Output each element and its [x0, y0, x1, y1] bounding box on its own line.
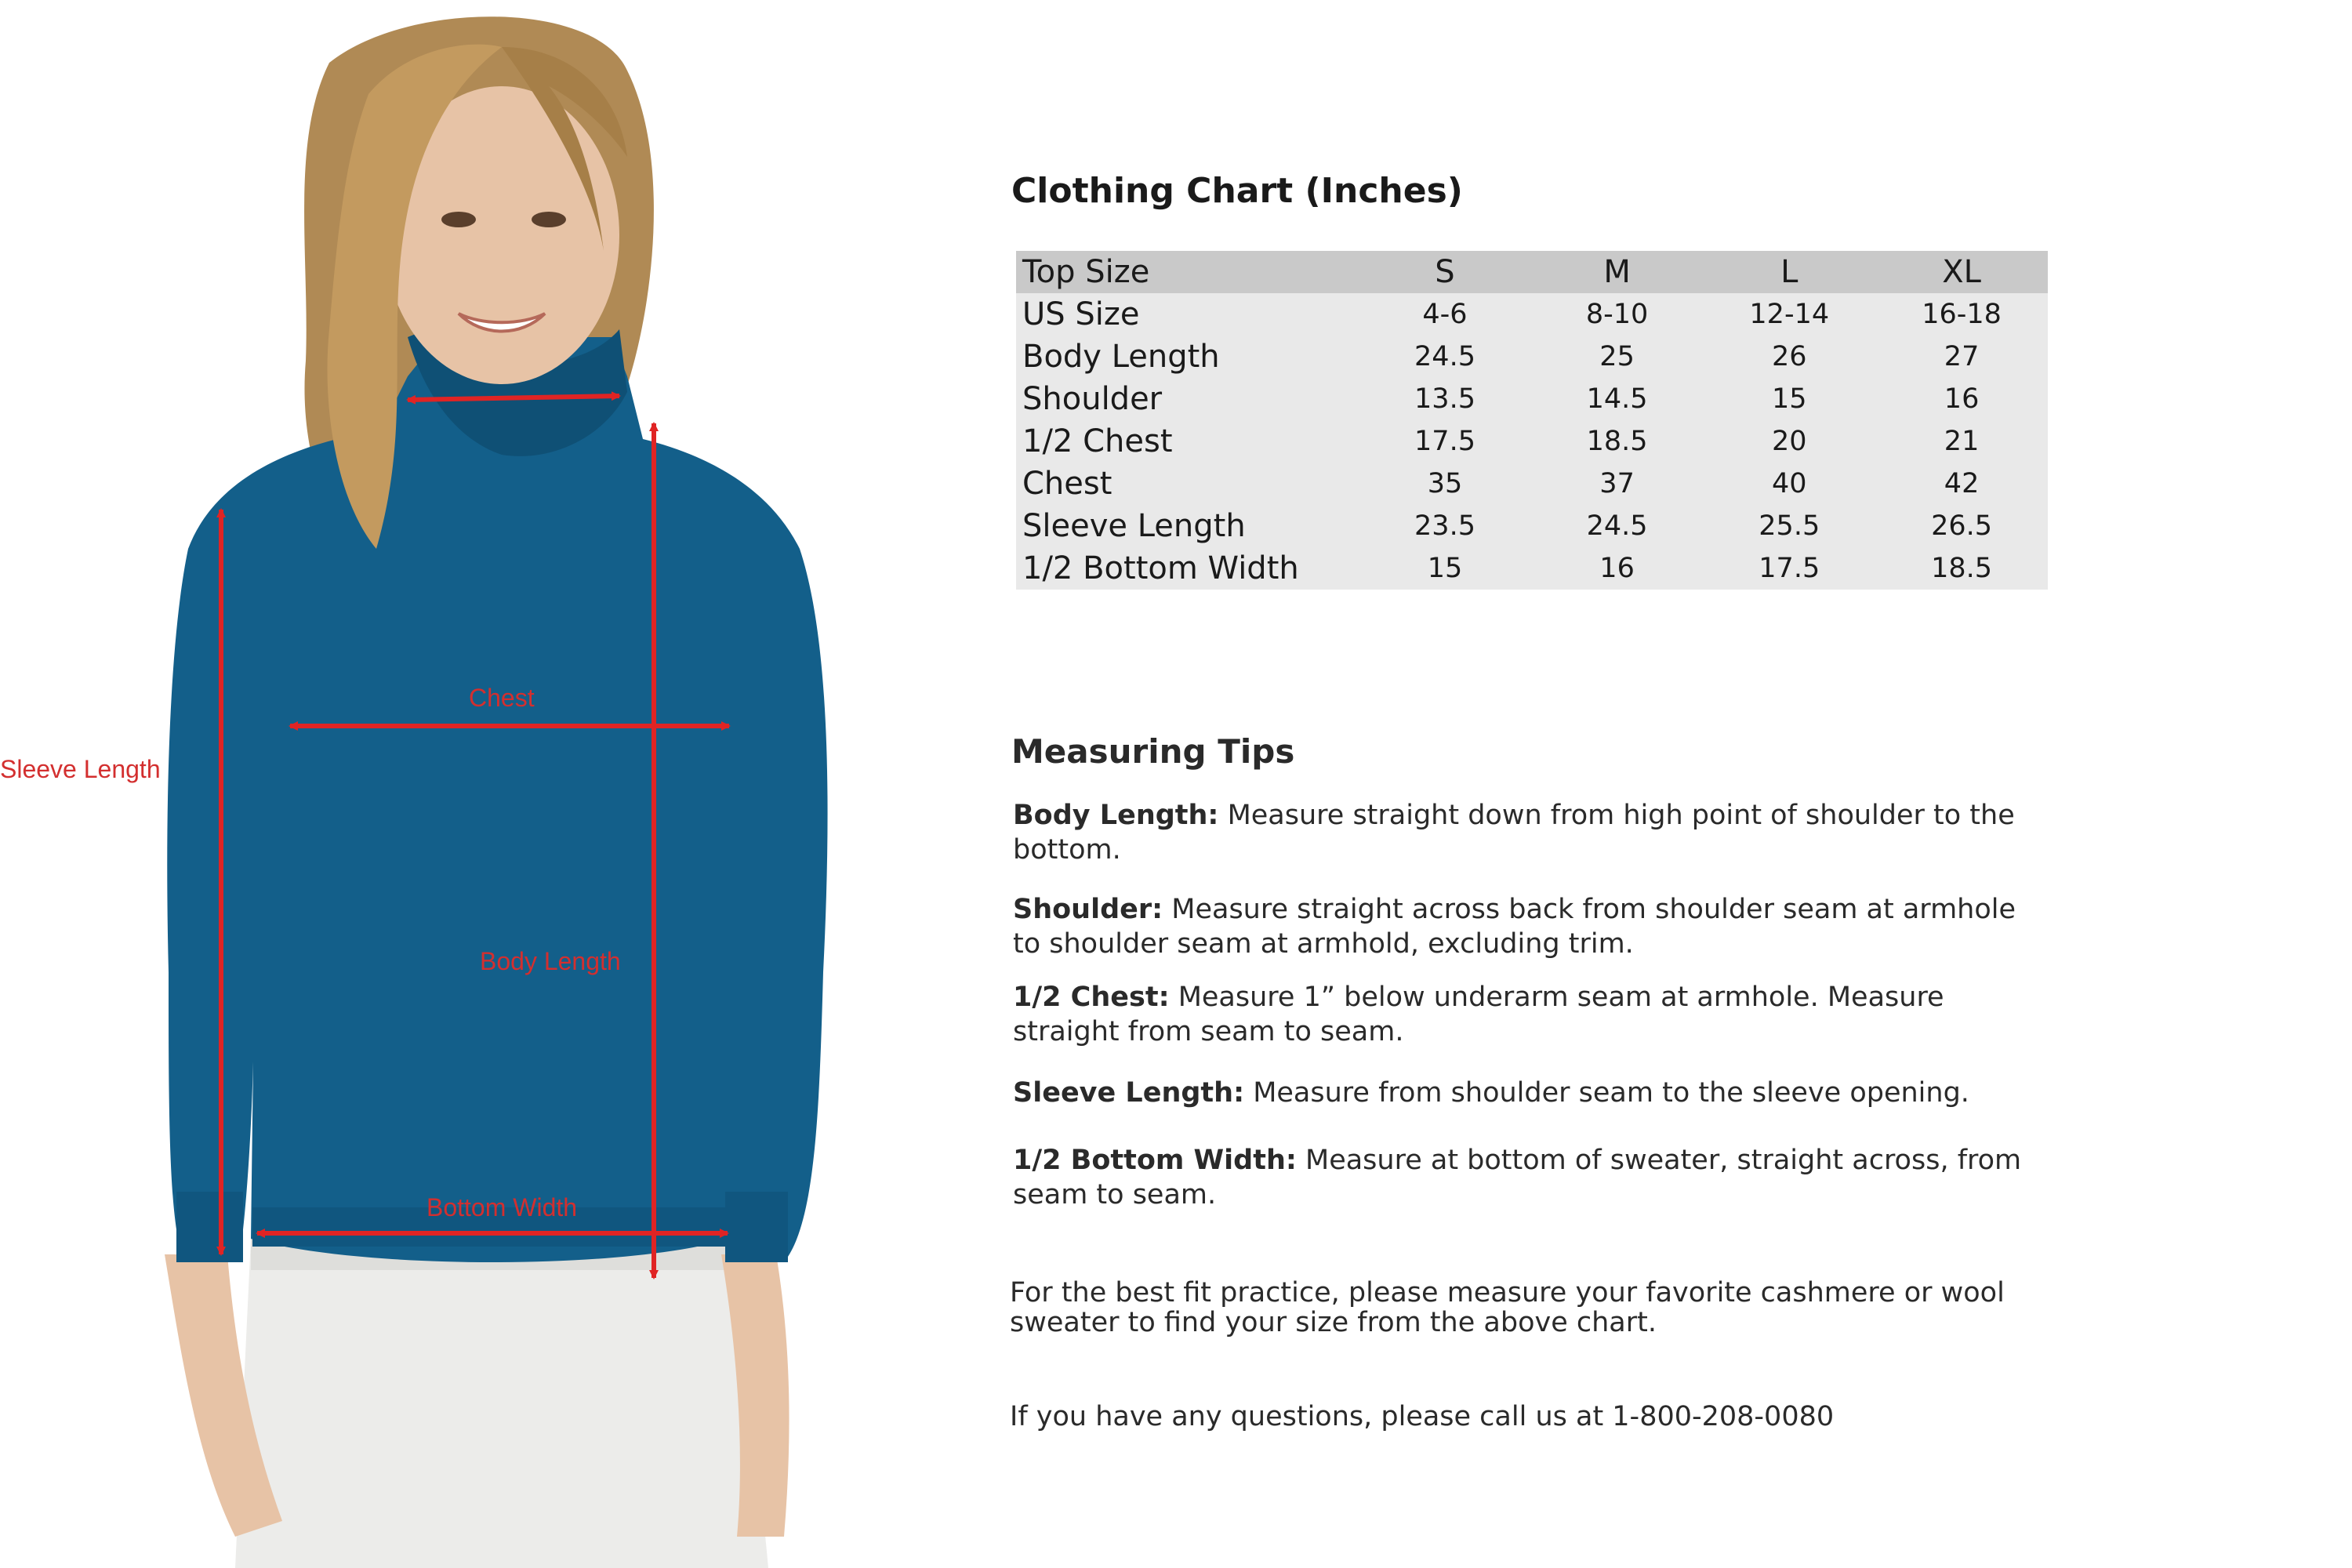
row-label: Shoulder: [1022, 381, 1163, 417]
cell-value: 18.5: [1586, 426, 1648, 457]
tip-term: 1/2 Chest:: [1013, 982, 1170, 1013]
tip-term: Body Length:: [1013, 800, 1219, 831]
cell-value: 13.5: [1414, 383, 1475, 415]
cell-value: 26: [1771, 341, 1807, 372]
chest-label: Chest: [469, 684, 535, 712]
bottom-width-label: Bottom Width: [426, 1193, 578, 1221]
cell-value: 20: [1771, 426, 1807, 457]
cell-value: 16: [1599, 553, 1635, 584]
header-top-size: Top Size: [1022, 254, 1150, 290]
left-cuff: [176, 1192, 243, 1262]
model-illustration: [0, 0, 878, 1568]
measuring-tips-title: Measuring Tips: [1011, 732, 1295, 771]
tip-term: Shoulder:: [1013, 894, 1163, 925]
tip-shoulder: [1013, 892, 2032, 961]
contact-note: If you have any questions, please call us at 1-800-208-0080: [1010, 1401, 1835, 1432]
cell-value: 23.5: [1414, 510, 1475, 542]
cell-value: 4-6: [1422, 299, 1468, 330]
tip-term: Sleeve Length:: [1013, 1077, 1245, 1109]
tip-text: Measure from shoulder seam to the sleeve opening.: [1244, 1077, 1969, 1109]
cell-value: 24.5: [1414, 341, 1475, 372]
cell-value: 26.5: [1931, 510, 1993, 542]
cell-value: 21: [1944, 426, 1980, 457]
cell-value: 27: [1944, 341, 1980, 372]
table-row: [1016, 293, 2048, 336]
cell-value: 12-14: [1749, 299, 1830, 330]
header-size-xl: XL: [1942, 254, 1981, 290]
chart-title: Clothing Chart (Inches): [1011, 171, 1463, 211]
cell-value: 16-18: [1922, 299, 2002, 330]
cell-value: 15: [1771, 383, 1807, 415]
cell-value: 18.5: [1931, 553, 1993, 584]
size-header-row: [1016, 251, 2048, 293]
row-label: Chest: [1022, 466, 1112, 502]
row-label: 1/2 Chest: [1022, 423, 1173, 459]
tip-half-chest: [1013, 980, 2032, 1049]
sleeve-length-label: Sleeve Length: [0, 755, 161, 783]
tip-sleeve-length: [1013, 1076, 2032, 1110]
header-size-m: M: [1603, 254, 1631, 290]
sweater: [167, 337, 827, 1262]
tip-text: Measure straight across back from shoulder seam at armhole to shoulder seam at armhold, excluding trim.: [1013, 894, 2016, 960]
cell-value: 17.5: [1414, 426, 1475, 457]
cell-value: 16: [1944, 383, 1980, 415]
table-row: [1016, 547, 2048, 590]
row-label: 1/2 Bottom Width: [1022, 550, 1299, 586]
cell-value: 40: [1771, 468, 1807, 499]
pants: [235, 1239, 768, 1568]
cell-value: 35: [1427, 468, 1463, 499]
tip-text: Measure 1” below underarm seam at armhole. Measure straight from seam to seam.: [1013, 982, 1944, 1047]
table-row: [1016, 378, 2048, 420]
row-label: US Size: [1022, 296, 1140, 332]
body-length-label: Body Length: [480, 947, 621, 975]
right-eye: [532, 212, 566, 227]
cell-value: 37: [1599, 468, 1635, 499]
tip-half-bottom-width: [1013, 1143, 2032, 1212]
header-size-l: L: [1780, 254, 1798, 290]
cell-value: 42: [1944, 468, 1980, 499]
tip-text: Measure at bottom of sweater, straight across, from seam to seam.: [1013, 1145, 2022, 1210]
tip-text: Measure straight down from high point of shoulder to the bottom.: [1013, 800, 2015, 866]
model-figure: [0, 0, 878, 1568]
cell-value: 15: [1427, 553, 1463, 584]
tip-body-length: [1013, 798, 2032, 867]
cell-value: 17.5: [1759, 553, 1820, 584]
cell-value: 24.5: [1586, 510, 1648, 542]
cell-value: 25.5: [1759, 510, 1820, 542]
cell-value: 14.5: [1586, 383, 1648, 415]
left-eye: [441, 212, 476, 227]
table-row: [1016, 336, 2048, 378]
row-label: Sleeve Length: [1022, 508, 1246, 544]
table-row: [1016, 463, 2048, 505]
header-size-s: S: [1435, 254, 1455, 290]
size-chart-table: [1016, 251, 2048, 590]
best-fit-note: For the best fit practice, please measure your favorite cashmere or wool sweater to find your size from the above chart.: [1010, 1277, 2005, 1338]
row-label: Body Length: [1022, 339, 1220, 375]
cell-value: 8-10: [1585, 299, 1649, 330]
table-row: [1016, 505, 2048, 547]
tip-term: 1/2 Bottom Width:: [1013, 1145, 1297, 1176]
right-cuff: [725, 1192, 788, 1262]
cell-value: 25: [1599, 341, 1635, 372]
table-row: [1016, 420, 2048, 463]
